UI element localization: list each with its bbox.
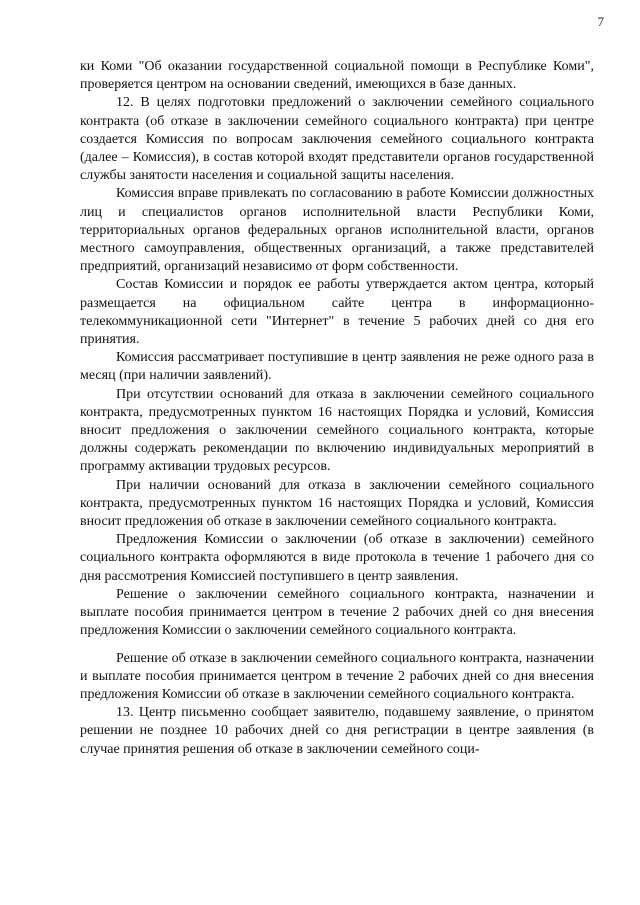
paragraph-commission-involvement: Комиссия вправе привлекать по согласованию в работе Комиссии должностных лиц и специалистов органов исполнительной власти Республики Коми, территориальных органов федеральных органов исполнительной власти, органов местного самоуправления, общественных организаций, а также представителей предприятий, организаций независимо от форм собственности. <box>80 186 594 275</box>
paragraph-review-frequency: Комиссия рассматривает поступившие в центр заявления не реже одного раза в месяц (при наличии заявлений). <box>80 350 594 384</box>
page-number: 7 <box>597 14 604 29</box>
paragraph-commission-composition: Состав Комиссии и порядок ее работы утверждается актом центра, который размещается на официальном сайте центра в информационно-телекоммуникационной сети "Интернет" в течение 5 рабочих дней со дня его принятия. <box>80 277 594 348</box>
paragraph-protocol: Предложения Комиссии о заключении (об отказе в заключении) семейного социального контракта оформляются в виде протокола в течение 1 рабочего дня со дня рассмотрения Комиссией поступившего в центр заявления. <box>80 532 594 584</box>
paragraph-item-13: 13. Центр письменно сообщает заявителю, подавшему заявление, о принятом решении не позднее 10 рабочих дней со дня регистрации в центре заявления (в случае принятия решения об отказе в заключении семейного соци- <box>80 705 594 757</box>
paragraph-grounds-refusal: При наличии оснований для отказа в заключении семейного социального контракта, предусмотренных пунктом 16 настоящих Порядка и условий, Комиссия вносит предложения об отказе в заключении семейного социального контракта. <box>80 477 594 530</box>
document-body <box>80 58 594 759</box>
paragraph-continuation: ки Коми "Об оказании государственной социальной помощи в Республике Коми", проверяется центром на основании сведений, имеющихся в базе данных. <box>80 59 594 93</box>
paragraph-decision-conclusion: Решение о заключении семейного социального контракта, назначении и выплате пособия принимается центром в течение 2 рабочих дней со дня внесения предложения Комиссии о заключении семейного социального контракта. <box>80 586 594 639</box>
paragraph-item-12: 12. В целях подготовки предложений о заключении семейного социального контракта (об отказе в заключении семейного социального контракта) при центре создается Комиссия по вопросам заключения семейного социального контракта (далее – Комиссия), в состав которой входят представители органов государственной службы занятости населения и социальной защиты населения. <box>80 95 594 184</box>
paragraph-decision-refusal: Решение об отказе в заключении семейного социального контракта, назначении и выплате пособия принимается центром в течение 2 рабочих дней со дня внесения предложения Комиссии об отказе в заключении семейного социального контракта. <box>80 650 594 702</box>
paragraph-no-grounds-refusal: При отсутствии оснований для отказа в заключении семейного социального контракта, предусмотренных пунктом 16 настоящих Порядка и условий, Комиссия вносит предложения о заключении семейного социального контракта, которые должны содержать рекомендации по включению индивидуальных мероприятий в программу активации трудовых ресурсов. <box>80 386 594 475</box>
